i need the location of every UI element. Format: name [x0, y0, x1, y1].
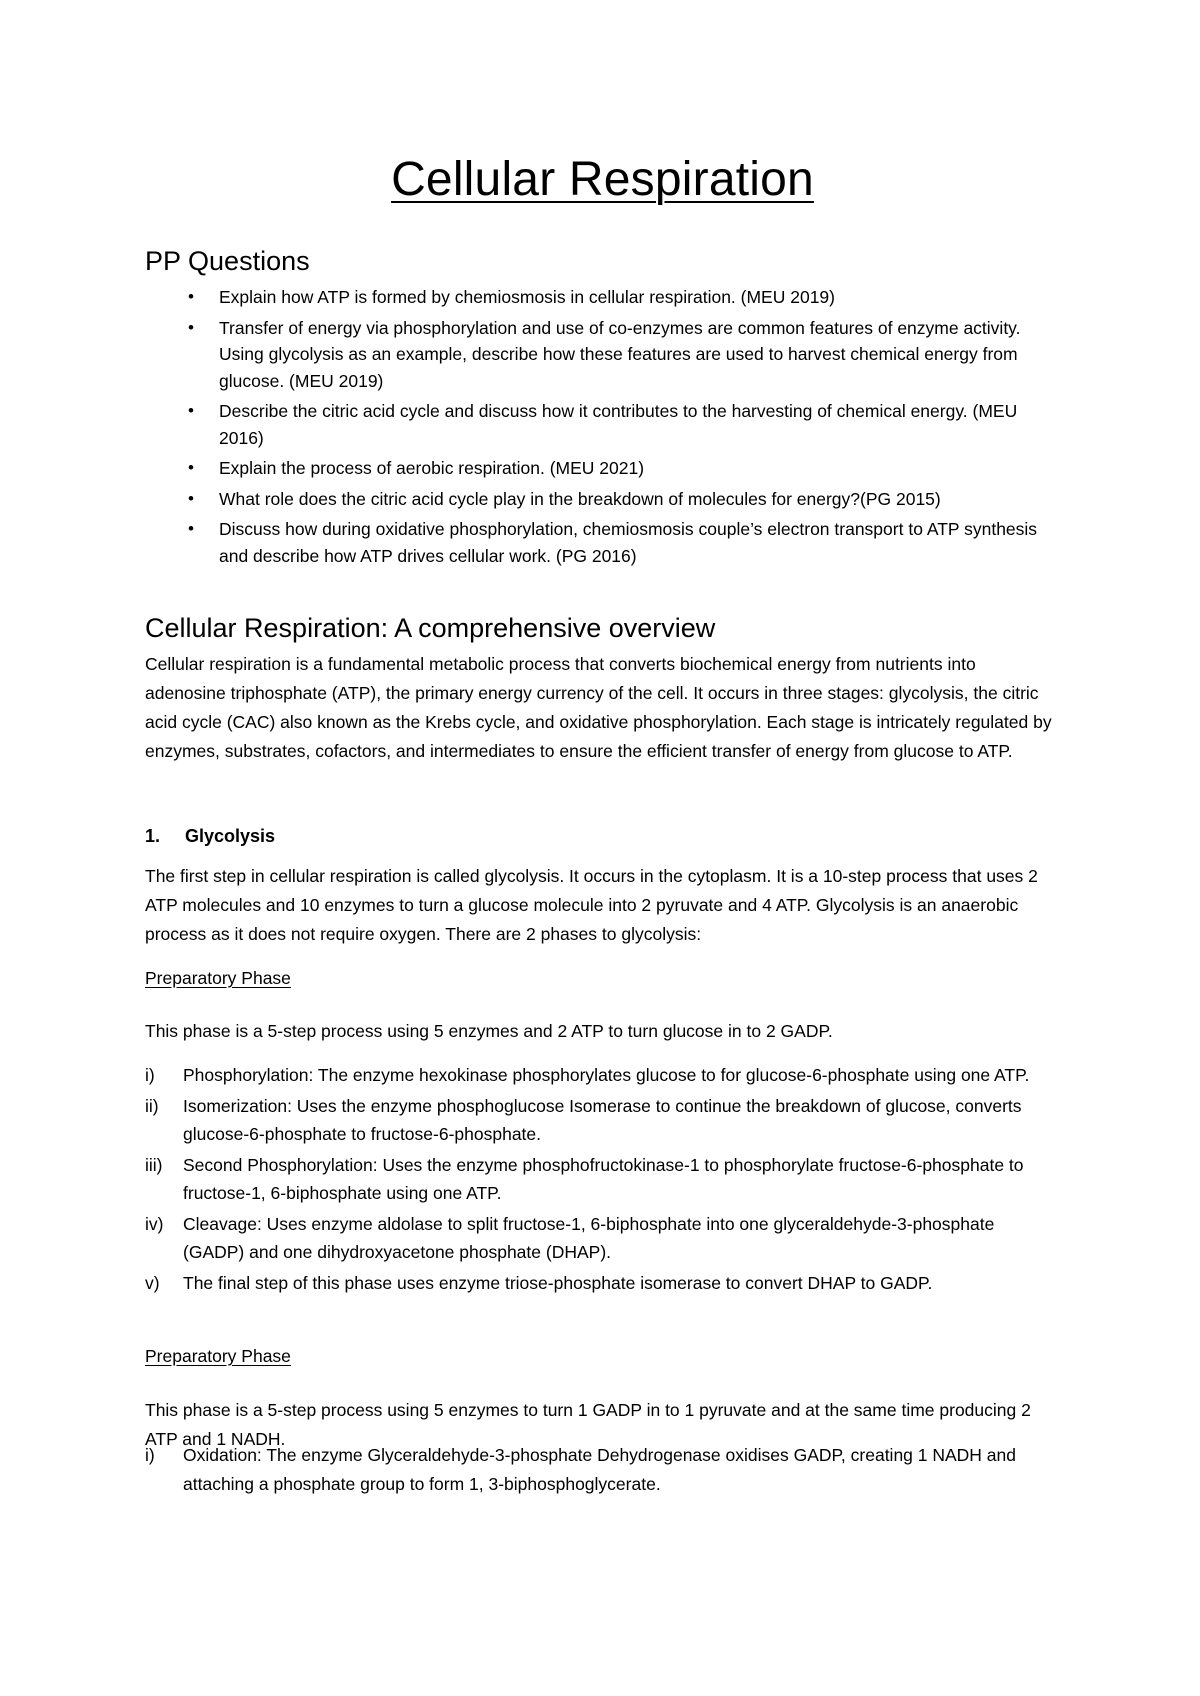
- list-item: [145, 284, 1060, 311]
- page-title-text: Cellular Respiration: [391, 153, 814, 206]
- list-item: [145, 1441, 1060, 1498]
- list-item: [145, 1210, 1060, 1267]
- step-text: The final step of this phase uses enzyme triose-phosphate isomerase to convert DHAP to GADP.: [183, 1272, 933, 1293]
- phase1-steps: [145, 1061, 1060, 1299]
- page-title: [145, 152, 1060, 208]
- bullet-icon: •: [188, 458, 194, 477]
- step-numeral: iii): [145, 1154, 163, 1175]
- question-text: Discuss how during oxidative phosphorylation, chemiosmosis couple’s electron transport to ATP synthesis and describe how ATP drives cellular work. (PG 2016): [219, 519, 1038, 566]
- list-item: [145, 315, 1060, 395]
- list-item: [145, 516, 1060, 569]
- bullet-icon: •: [188, 519, 194, 538]
- phase2-paragraph: This phase is a 5-step process using 5 enzymes to turn 1 GADP in to 1 pyruvate and at the same time producing 2 ATP and 1 NADH.: [145, 1400, 1031, 1449]
- phase2-heading: Preparatory Phase: [145, 1346, 291, 1366]
- question-text: Explain how ATP is formed by chemiosmosis in cellular respiration. (MEU 2019): [219, 287, 835, 307]
- list-item: [145, 1269, 1060, 1298]
- bullet-icon: •: [188, 401, 194, 420]
- step-text: Cleavage: Uses enzyme aldolase to split fructose-1, 6-biphosphate into one glyceraldehyde-3-phosphate (GADP) and one dihydroxyacetone phosphate (DHAP).: [183, 1213, 995, 1262]
- step-text: Phosphorylation: The enzyme hexokinase phosphorylates glucose to for glucose-6-phosphate using one ATP.: [183, 1065, 1030, 1085]
- step-text: Oxidation: The enzyme Glyceraldehyde-3-phosphate Dehydrogenase oxidises GADP, creating 1 NADH and attaching a phosphate group to form 1, 3-biphosphoglycerate.: [183, 1445, 1017, 1494]
- glycolysis-heading: [145, 822, 275, 850]
- bullet-icon: •: [188, 317, 194, 337]
- step-numeral: iv): [145, 1213, 164, 1234]
- question-text: Describe the citric acid cycle and discuss how it contributes to the harvesting of chemical energy. (MEU 2016): [219, 401, 1018, 448]
- list-item: [145, 1061, 1060, 1090]
- questions-list: [145, 284, 1060, 573]
- list-item: [145, 1092, 1060, 1149]
- overview-heading: Cellular Respiration: A comprehensive overview: [145, 613, 716, 643]
- step-numeral: i): [145, 1065, 155, 1085]
- bullet-icon: •: [188, 488, 194, 508]
- glycolysis-paragraph: The first step in cellular respiration is called glycolysis. It occurs in the cytoplasm. It is a 10-step process that uses 2 ATP molecules and 10 enzymes to turn a glucose molecule into 2 pyruvate and 4 ATP. Glycolysis is an anaerobic process as it does not require oxygen. There are 2 phases to glycolysis:: [145, 866, 1038, 944]
- question-text: What role does the citric acid cycle play in the breakdown of molecules for energy?(PG 2015): [219, 488, 941, 509]
- phase2-steps: [145, 1441, 1060, 1500]
- section-title: Glycolysis: [185, 826, 276, 846]
- overview-paragraph: Cellular respiration is a fundamental metabolic process that converts biochemical energy from nutrients into adenosine triphosphate (ATP), the primary energy currency of the cell. It occurs in three stages: glycolysis, the citric acid cycle (CAC) also known as the Krebs cycle, and oxidative phosphorylation. Each stage is intricately regulated by enzymes, substrates, cofactors, and intermediates to ensure the efficient transfer of energy from glucose to ATP.: [145, 654, 1052, 761]
- phase1-paragraph: This phase is a 5-step process using 5 enzymes and 2 ATP to turn glucose in to 2 GADP.: [145, 1021, 833, 1041]
- step-text: Isomerization: Uses the enzyme phosphoglucose Isomerase to continue the breakdown of glucose, converts glucose-6-phosphate to fructose-6-phosphate.: [183, 1095, 1022, 1144]
- question-text: Transfer of energy via phosphorylation and use of co-enzymes are common features of enzyme activity. Using glycolysis as an example, describe how these features are used to harvest chemical energy from glucose. (MEU 2019): [219, 317, 1021, 391]
- section-number: 1.: [145, 826, 161, 846]
- step-numeral: ii): [145, 1095, 159, 1116]
- list-item: [145, 398, 1060, 451]
- list-item: [145, 455, 1060, 482]
- step-numeral: i): [145, 1445, 155, 1465]
- list-item: [145, 486, 1060, 513]
- phase1-heading: Preparatory Phase: [145, 968, 291, 988]
- bullet-icon: •: [188, 287, 194, 306]
- step-numeral: v): [145, 1272, 160, 1293]
- questions-heading: PP Questions: [145, 246, 310, 276]
- step-text: Second Phosphorylation: Uses the enzyme phosphofructokinase-1 to phosphorylate fructose-6-phosphate to fructose-1, 6-biphosphate using one ATP.: [183, 1154, 1024, 1203]
- question-text: Explain the process of aerobic respiration. (MEU 2021): [219, 458, 645, 478]
- list-item: [145, 1151, 1060, 1208]
